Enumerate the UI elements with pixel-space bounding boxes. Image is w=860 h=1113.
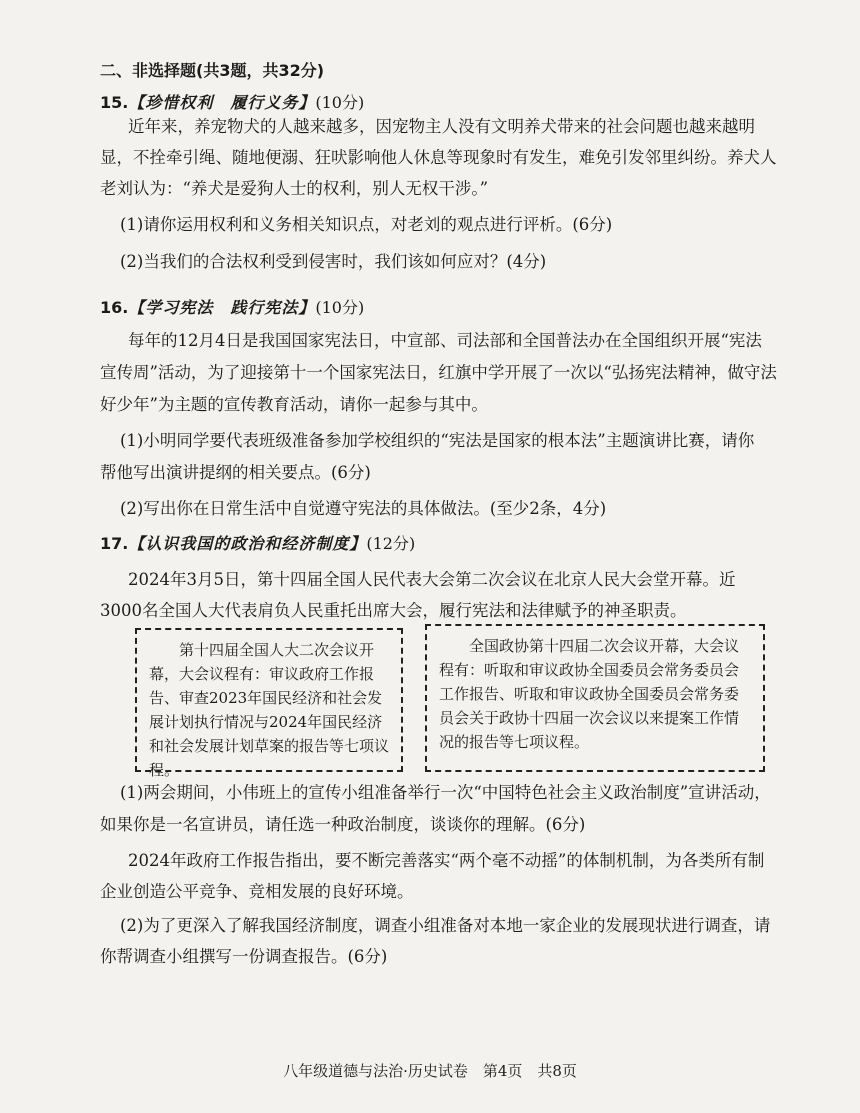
q15-title: 【珍惜权利 履行义务】 <box>128 93 316 112</box>
q17-material-line-2: 3000名全国人大代表肩负人民重托出席大会，履行宪法和法律赋予的神圣职责。 <box>100 601 687 620</box>
q16-material-line-1: 每年的12月4日是我国国家宪法日，中宣部、司法部和全国普法办在全国组织开展“宪法 <box>128 331 762 350</box>
q17-subquestion-1a: (1)两会期间，小伟班上的宣传小组准备举行一次“中国特色社会主义政治制度”宣讲活动， <box>120 783 771 802</box>
q17-material2-line-1: 2024年政府工作报告指出，要不断完善落实“两个毫不动摇”的体制机制，为各类所有制 <box>128 851 765 870</box>
cppcc-session-text: 全国政协第十四届二次会议开幕，大会议程有：听取和审议政协全国委员会常务委员会工作报告、听取和审议政协全国委员会常务委员会关于政协十四届一次会议以来提案工作情况的报告等七项议程。 <box>439 637 740 751</box>
q16-title: 【学习宪法 践行宪法】 <box>128 298 316 317</box>
q15-number: 15. <box>100 93 129 112</box>
q17-subquestion-2a: (2)为了更深入了解我国经济制度，调查小组准备对本地一家企业的发展现状进行调查，请 <box>120 916 771 935</box>
q16-score: (10分) <box>315 298 365 317</box>
q15-material-line-1: 近年来，养宠物犬的人越来越多，因宠物主人没有文明养犬带来的社会问题也越来越明 <box>128 117 755 136</box>
q16-subquestion-1a: (1)小明同学要代表班级准备参加学校组织的“宪法是国家的根本法”主题演讲比赛，请你 <box>120 431 755 450</box>
q16-number: 16. <box>100 298 129 317</box>
page-footer: 八年级道德与法治·历史试卷 第4页 共8页 <box>283 1062 577 1080</box>
q15-subquestion-2: (2)当我们的合法权利受到侵害时，我们该如何应对？(4分) <box>120 252 547 271</box>
npc-session-text: 第十四届全国人大二次会议开幕，大会议程有：审议政府工作报告、审查2023年国民经济和社会发展计划执行情况与2024年国民经济和社会发展计划草案的报告等七项议程。 <box>149 641 390 779</box>
q17-subquestion-1b: 如果你是一名宣讲员，请任选一种政治制度，谈谈你的理解。(6分) <box>100 815 586 834</box>
q17-number: 17. <box>100 534 129 553</box>
q15-subquestion-1: (1)请你运用权利和义务相关知识点，对老刘的观点进行评析。(6分) <box>120 215 613 234</box>
q17-score: (12分) <box>366 534 416 553</box>
q16-material-line-2: 宣传周”活动，为了迎接第十一个国家宪法日，红旗中学开展了一次以“弘扬宪法精神，做守法 <box>100 363 777 382</box>
q16-subquestion-2: (2)写出你在日常生活中自觉遵守宪法的具体做法。(至少2条，4分) <box>120 499 607 518</box>
q15-material-line-2: 显，不拴牵引绳、随地便溺、狂吠影响他人休息等现象时有发生，难免引发邻里纠纷。养犬人 <box>100 148 777 167</box>
q16-subquestion-1b: 帮他写出演讲提纲的相关要点。(6分) <box>100 463 371 482</box>
q15-score: (10分) <box>315 93 365 112</box>
q17-title: 【认识我国的政治和经济制度】 <box>128 534 367 553</box>
npc-session-box <box>135 628 403 779</box>
q17-subquestion-2b: 你帮调查小组撰写一份调查报告。(6分) <box>100 947 388 966</box>
section-heading: 二、非选择题(共3题，共32分) <box>100 61 325 80</box>
q17-material-line-1: 2024年3月5日，第十四届全国人民代表大会第二次会议在北京人民大会堂开幕。近 <box>128 570 736 589</box>
q17-material2-line-2: 企业创造公平竞争、竞相发展的良好环境。 <box>100 882 414 901</box>
cppcc-session-box <box>425 624 765 772</box>
q15-heading <box>100 92 364 114</box>
q16-material-line-3: 好少年”为主题的宣传教育活动，请你一起参与其中。 <box>100 395 488 414</box>
q17-heading <box>100 533 415 555</box>
q15-material-line-3: 老刘认为：“养犬是爱狗人士的权利，别人无权干涉。” <box>100 179 489 198</box>
q16-heading <box>100 297 364 319</box>
